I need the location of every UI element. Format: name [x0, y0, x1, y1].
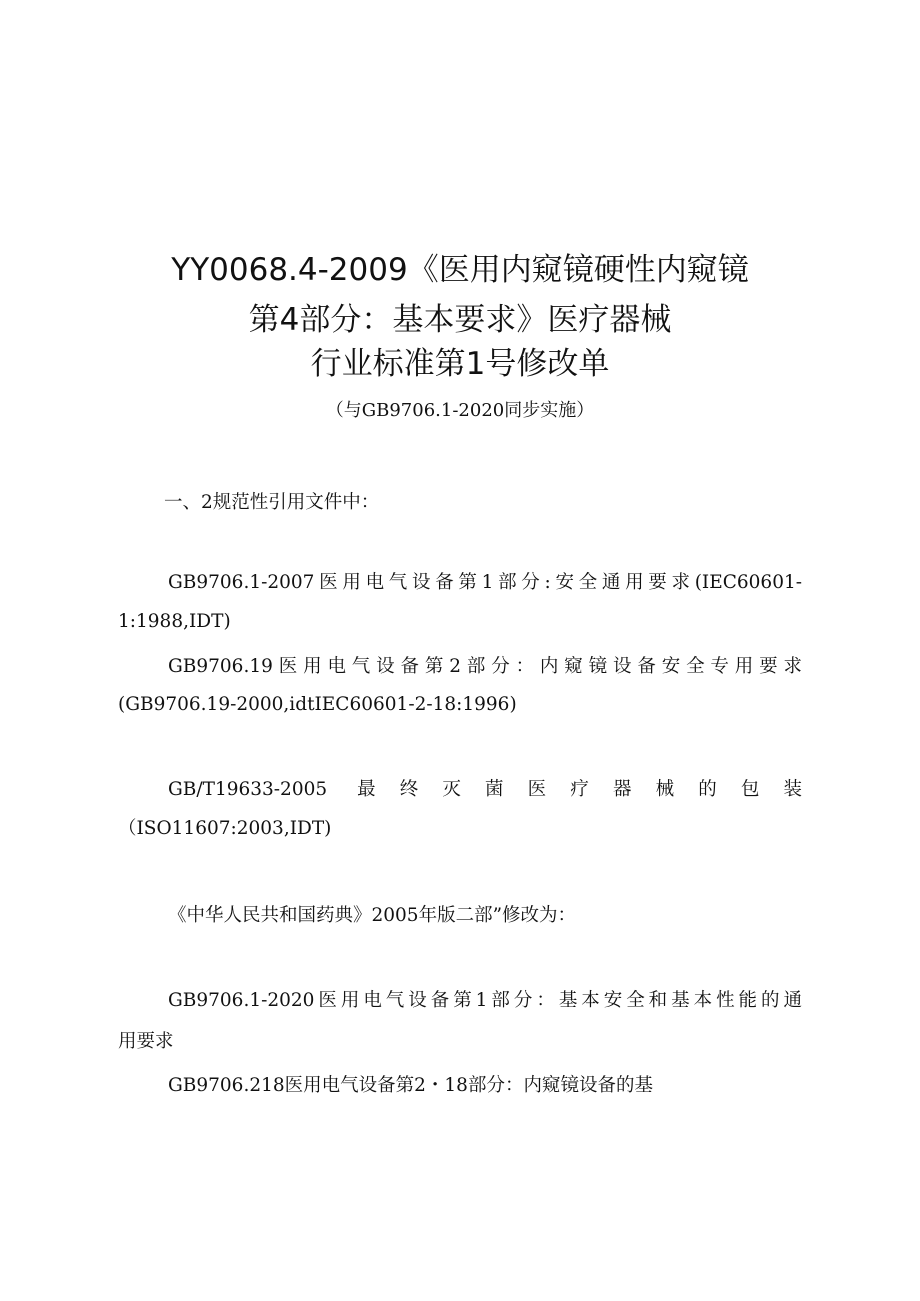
title-line-2: 第4部分：基本要求》医疗器械 [248, 302, 672, 338]
ref-new-1-line-1: GB9706.1-2020医用电气设备第1部分：基本安全和基本性能的通 [168, 990, 802, 1011]
ref-new-2-line-1: GB9706.218医用电气设备第2・18部分：内窥镜设备的基 [168, 1075, 653, 1096]
ref-old-2-line-2: (GB9706.19-2000,idtIEC60601-2-18:1996) [118, 694, 517, 715]
title-line-3: 行业标准第1号修改单 [310, 346, 610, 382]
ref-old-3-line-1: GB/T19633-2005 最终灭菌医疗器械的包装 [168, 779, 802, 800]
ref-old-1-line-2: 1:1988,IDT) [118, 611, 231, 632]
title-line-1: YY0068.4-2009《医用内窥镜硬性内窥镜 [171, 252, 749, 288]
ref-old-3-line-2: （ISO11607:2003,IDT) [118, 818, 332, 839]
section-heading: 一、2规范性引用文件中： [164, 492, 380, 513]
subtitle: （与GB9706.1-2020同步实施） [325, 400, 595, 421]
modify-note: 《中华人民共和国药典》2005年版二部”修改为： [168, 905, 577, 926]
ref-old-1-line-1: GB9706.1-2007医用电气设备第1部分:安全通用要求(IEC60601- [168, 572, 802, 593]
ref-new-1-line-2: 用要求 [118, 1031, 174, 1052]
ref-old-2-line-1: GB9706.19医用电气设备第2部分：内窥镜设备安全专用要求 [168, 656, 802, 677]
